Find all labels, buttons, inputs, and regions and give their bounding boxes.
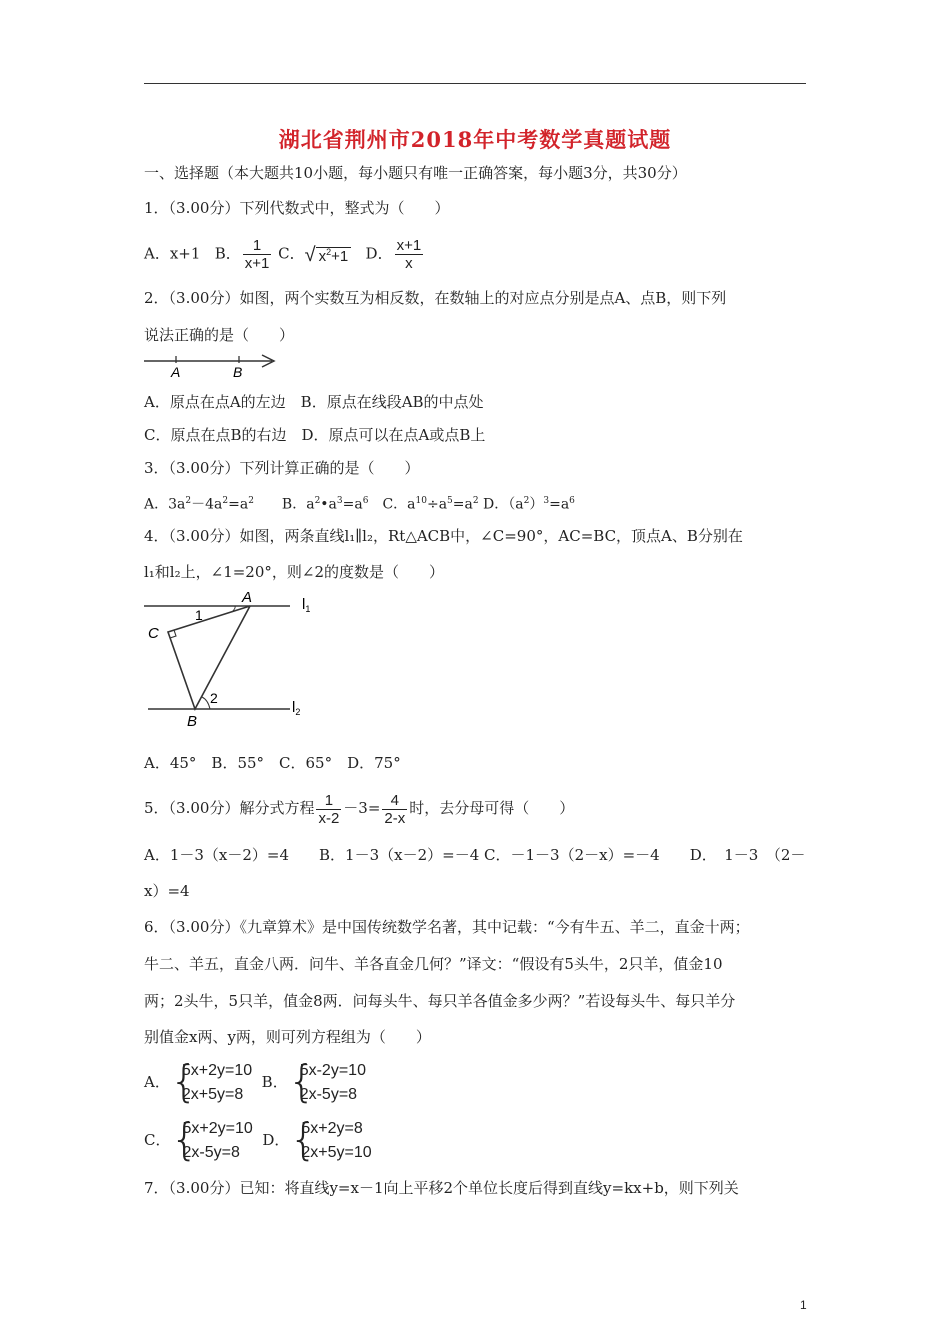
q6-option-c-system: { 5x+2y=10 2x-5y=8 — [170, 1114, 253, 1165]
question-6-line-3: 两；2头牛，5只羊，值金8两．问每头牛、每只羊各值金多少两？”若设每头牛、每只羊分 — [144, 992, 736, 1010]
question-6-line-1: 6．（3.00分）《九章算术》是中国传统数学名著，其中记载：“今有牛五、羊二，直金十两； — [144, 918, 750, 936]
q1-option-c-radical: √ $x^2+1$ — [305, 232, 352, 277]
question-2-stem-1: 2．（3.00分）如图，两个实数互为相反数，在数轴上的对应点分别是点A、点B，则下列 — [144, 289, 727, 307]
question-1-options — [144, 232, 425, 277]
q5-fraction-2: $\frac{4}{2-x}$ — [384, 791, 406, 827]
question-6-options-cd: C． { 5x+2y=10 2x-5y=8 D． { 5x+2y=8 2x+5y=10 — [144, 1114, 372, 1165]
q6-option-a-system: { 5x+2y=10 2x+5y=8 — [169, 1056, 253, 1107]
section-heading: 一、选择题（本大题共10小题，每小题只有唯一正确答案，每小题3分，共30分） — [144, 164, 687, 182]
question-5-options-2: x）=4 — [144, 882, 190, 900]
q1-option-a: A．x+1 — [144, 244, 201, 263]
question-4-stem-1: 4．（3.00分）如图，两条直线l₁∥l₂，Rt△ACB中，∠C=90°，AC=BC，顶点A、B分别在 — [144, 527, 743, 545]
question-6-line-4: 别值金x两、y两，则可列方程组为（ ） — [144, 1028, 431, 1046]
q5-fraction-1: $\frac{1}{x-2}$ — [318, 791, 340, 827]
question-4-options: A．45° B．55° C．65° D．75° — [144, 754, 401, 772]
angle-2-label: 2 — [210, 690, 218, 706]
q1-option-c-label: C． — [278, 244, 305, 263]
q1-option-d-fraction: $\frac{x+1}{x}$ — [396, 237, 422, 272]
number-line-figure — [144, 350, 284, 380]
vertex-b-label: B — [187, 713, 198, 730]
question-5-stem: 5．（3.00分）解分式方程 $\frac{1}{x-2}$ －3= $\frac{4}{2-x}$ 时，去分母可得（ ） — [144, 791, 575, 827]
angle-2-arc — [202, 697, 210, 709]
question-3-stem: 3．（3.00分）下列计算正确的是（ ） — [144, 459, 420, 477]
triangle-figure — [140, 588, 320, 730]
vertex-c-label: C — [148, 625, 159, 642]
question-7-stem: 7．（3.00分）已知：将直线y=x－1向上平移2个单位长度后得到直线y=kx+b，则下列关 — [144, 1179, 739, 1197]
question-3-options: A．$3a^2-4a^2=a^2$ B．$a^2•a^3=a^6$ C．$a^{10}\div a^5=a^2$ D．$(a^2)^3=a^6$ — [144, 496, 575, 513]
question-6-line-2: 牛二、羊五，直金八两．问牛、羊各直金几何？”译文：“假设有5头牛，2只羊，值金10 — [144, 955, 723, 973]
question-4-stem-2: l₁和l₂上，∠1=20°，则∠2的度数是（ ） — [144, 563, 445, 581]
q1-option-b-fraction: $\frac{1}{x+1}$ — [244, 237, 270, 272]
question-1-stem: 1．（3.00分）下列代数式中，整式为（ ） — [144, 199, 450, 217]
header-rule — [144, 83, 806, 84]
page-title: 湖北省荆州市2018年中考数学真题试题 — [278, 127, 672, 152]
q1-option-d-label: D． — [365, 244, 393, 263]
question-6-options-ab: A． { 5x+2y=10 2x+5y=8 B． { 5x-2y=10 2x-5y=8 — [144, 1056, 366, 1107]
point-a-label: A — [171, 364, 181, 380]
question-5-options-1: A．1－3（x－2）=4 B．1－3（x－2）=－4 C．－1－3（2－x）=－4 D． 1－3 （2－ — [144, 846, 806, 864]
question-2-stem-2: 说法正确的是（ ） — [144, 326, 295, 344]
q1-option-b-label: B． — [214, 244, 241, 263]
q6-option-b-system: { 5x-2y=10 2x-5y=8 — [287, 1056, 366, 1107]
point-b-label: B — [233, 364, 243, 380]
triangle-acb — [168, 606, 250, 709]
question-2-options-1: A．原点在点A的左边 B．原点在线段AB的中点处 — [144, 393, 484, 411]
line-l2-label: $l_2$ — [292, 699, 301, 717]
page-number: 1 — [800, 1298, 807, 1312]
question-2-options-2: C．原点在点B的右边 D．原点可以在点A或点B上 — [144, 426, 486, 444]
line-l1-label: $l_1$ — [302, 596, 311, 614]
q6-option-d-system: { 5x+2y=8 2x+5y=10 — [289, 1114, 372, 1165]
vertex-a-label: A — [242, 589, 253, 606]
angle-1-label: 1 — [195, 607, 203, 623]
